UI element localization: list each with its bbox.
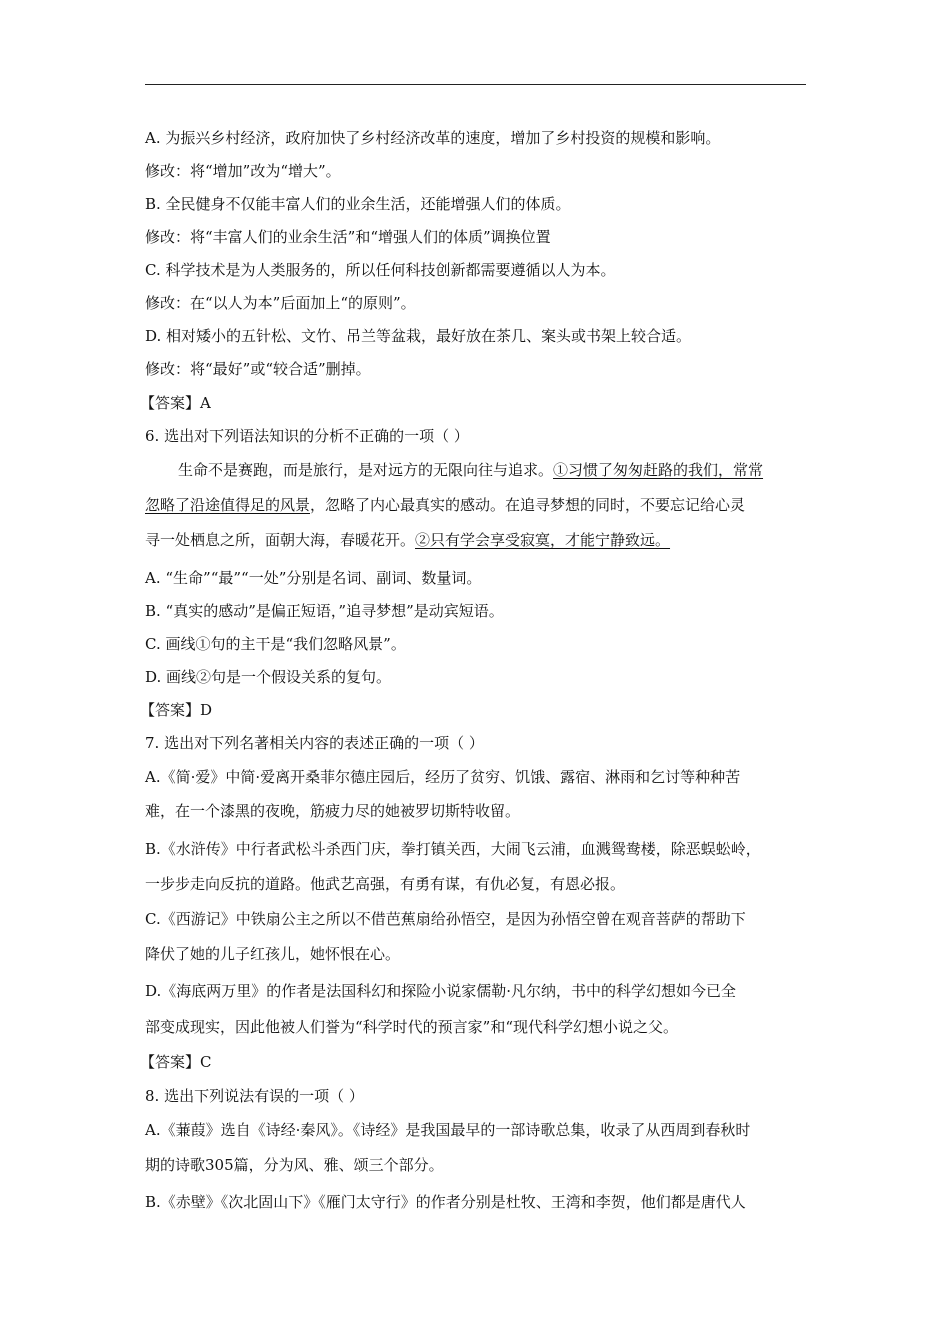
q7-option-c-1: C.《西游记》中铁扇公主之所以不借芭蕉扇给孙悟空，是因为孙悟空曾在观音菩萨的帮助下: [145, 910, 746, 928]
passage-line-2: 忽略了沿途值得足的风景，忽略了内心最真实的感动。在追寻梦想的同时，不要忘记给心灵: [145, 496, 746, 514]
q7-option-b-2: 一步步走向反抗的道路。他武艺高强，有勇有谋，有仇必复，有恩必报。: [145, 875, 626, 893]
underlined-sentence-1: ①习惯了匆匆赶路的我们，常常: [553, 461, 764, 479]
question-7: 7. 选出对下列名著相关内容的表述正确的一项（ ）: [145, 734, 484, 752]
option-d: D. 相对矮小的五针松、文竹、吊兰等盆栽，最好放在茶几、案头或书架上较合适。: [145, 327, 692, 345]
revision-a: 修改：将“增加”改为“增大”。: [145, 162, 341, 180]
q6-option-d: D. 画线②句是一个假设关系的复句。: [145, 668, 392, 686]
q7-option-c-2: 降伏了她的儿子红孩儿，她怀恨在心。: [145, 945, 401, 963]
passage-line-1: 生命不是赛跑，而是旅行，是对远方的无限向往与追求。①习惯了匆匆赶路的我们，常常: [178, 461, 764, 479]
revision-c: 修改：在“以人为本”后面加上“的原则”。: [145, 294, 416, 312]
q6-option-b: B. “真实的感动”是偏正短语，”追寻梦想”是动宾短语。: [145, 602, 504, 620]
q7-option-d-2: 部变成现实，因此他被人们誉为“科学时代的预言家”和“现代科学幻想小说之父。: [145, 1018, 679, 1036]
question-6: 6. 选出对下列语法知识的分析不正确的一项（ ）: [145, 427, 469, 445]
answer-5: 【答案】A: [140, 394, 211, 412]
answer-7: 【答案】C: [140, 1053, 212, 1071]
q6-option-c: C. 画线①句的主干是“我们忽略风景”。: [145, 635, 406, 653]
q7-option-a-1: A.《简·爱》中简·爱离开桑菲尔德庄园后，经历了贫穷、饥饿、露宿、淋雨和乞讨等种种苦: [145, 768, 741, 786]
answer-6: 【答案】D: [140, 701, 213, 719]
q7-option-d-1: D.《海底两万里》的作者是法国科幻和探险小说家儒勒·凡尔纳，书中的科学幻想如今已全: [145, 982, 737, 1000]
underlined-sentence-2: ②只有学会享受寂寞，才能宁静致远。: [415, 531, 671, 549]
revision-b: 修改：将“丰富人们的业余生活”和“增强人们的体质”调换位置: [145, 228, 551, 246]
q7-option-a-2: 难，在一个漆黑的夜晚，筋疲力尽的她被罗切斯特收留。: [145, 802, 521, 820]
option-a: A. 为振兴乡村经济，政府加快了乡村经济改革的速度，增加了乡村投资的规模和影响。: [145, 129, 721, 147]
q8-option-a-2: 期的诗歌305篇，分为风、雅、颂三个部分。: [145, 1156, 444, 1174]
option-c: C. 科学技术是为人类服务的，所以任何科技创新都需要遵循以人为本。: [145, 261, 616, 279]
question-8: 8. 选出下列说法有误的一项（ ）: [145, 1087, 364, 1105]
q8-option-b-1: B.《赤壁》《次北固山下》《雁门太守行》的作者分别是杜牧、王湾和李贺，他们都是唐代人: [145, 1193, 746, 1211]
passage-line-3: 寻一处栖息之所，面朝大海，春暖花开。②只有学会享受寂寞，才能宁静致远。: [145, 531, 671, 549]
q7-option-b-1: B.《水浒传》中行者武松斗杀西门庆，拳打镇关西，大闹飞云浦，血溅鸳鸯楼，除恶蜈蚣岭，: [145, 840, 761, 858]
q6-option-a: A. “生命”“最”“一处”分别是名词、副词、数量词。: [145, 569, 482, 587]
option-b: B. 全民健身不仅能丰富人们的业余生活，还能增强人们的体质。: [145, 195, 571, 213]
header-rule: [145, 84, 806, 85]
q8-option-a-1: A.《蒹葭》选自《诗经·秦风》。《诗经》是我国最早的一部诗歌总集，收录了从西周到春秋时: [145, 1121, 751, 1139]
underlined-sentence-1-cont: 忽略了沿途值得足的风景: [145, 496, 311, 514]
revision-d: 修改：将“最好”或“较合适”删掉。: [145, 360, 371, 378]
